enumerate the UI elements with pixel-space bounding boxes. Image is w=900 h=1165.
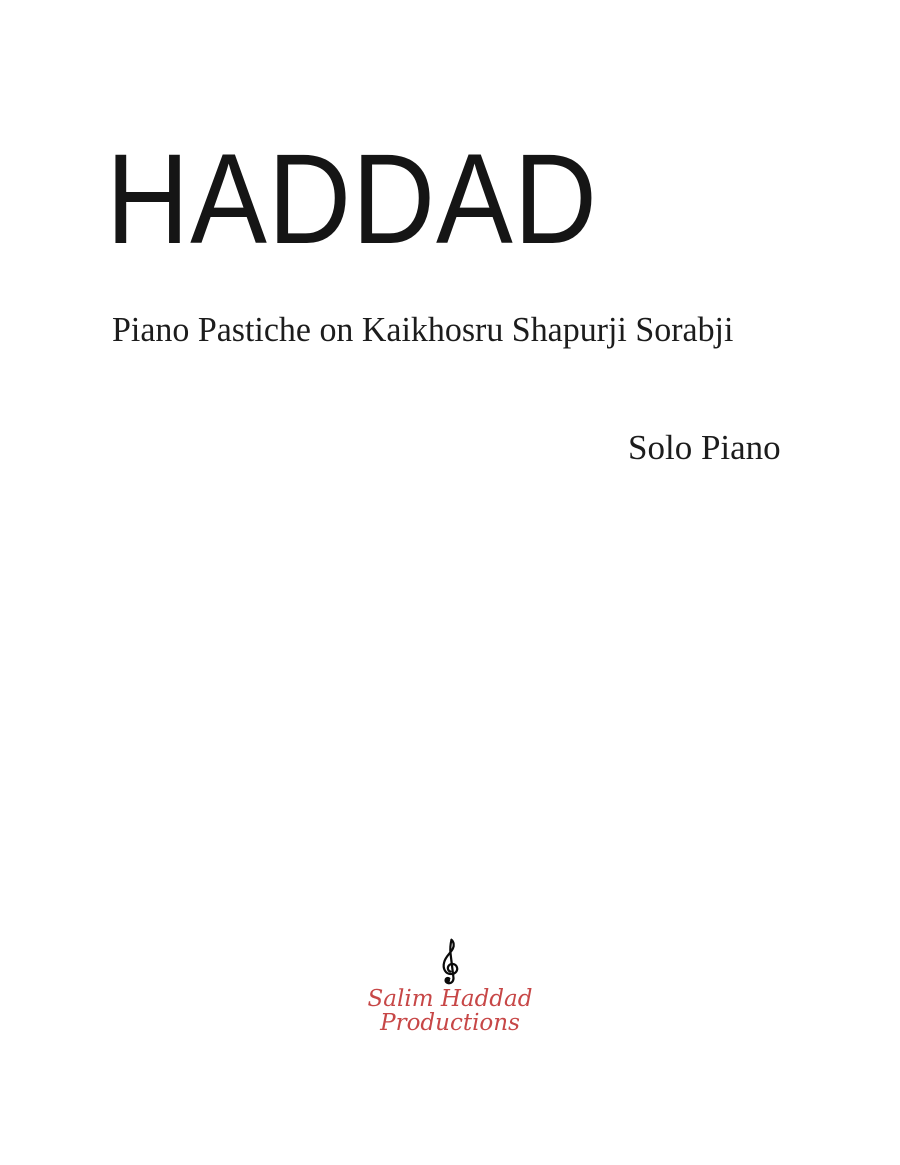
treble-clef-icon — [0, 936, 900, 988]
publisher-name-line2: Productions — [380, 1010, 520, 1037]
page-title: HADDAD — [106, 128, 598, 271]
publisher-logo — [0, 936, 900, 1035]
instrumentation-label: Solo Piano — [628, 428, 781, 467]
publisher-name-line1: Salim Haddad — [367, 986, 533, 1012]
page-subtitle: Piano Pastiche on Kaikhosru Shapurji Sorabji — [112, 310, 734, 349]
